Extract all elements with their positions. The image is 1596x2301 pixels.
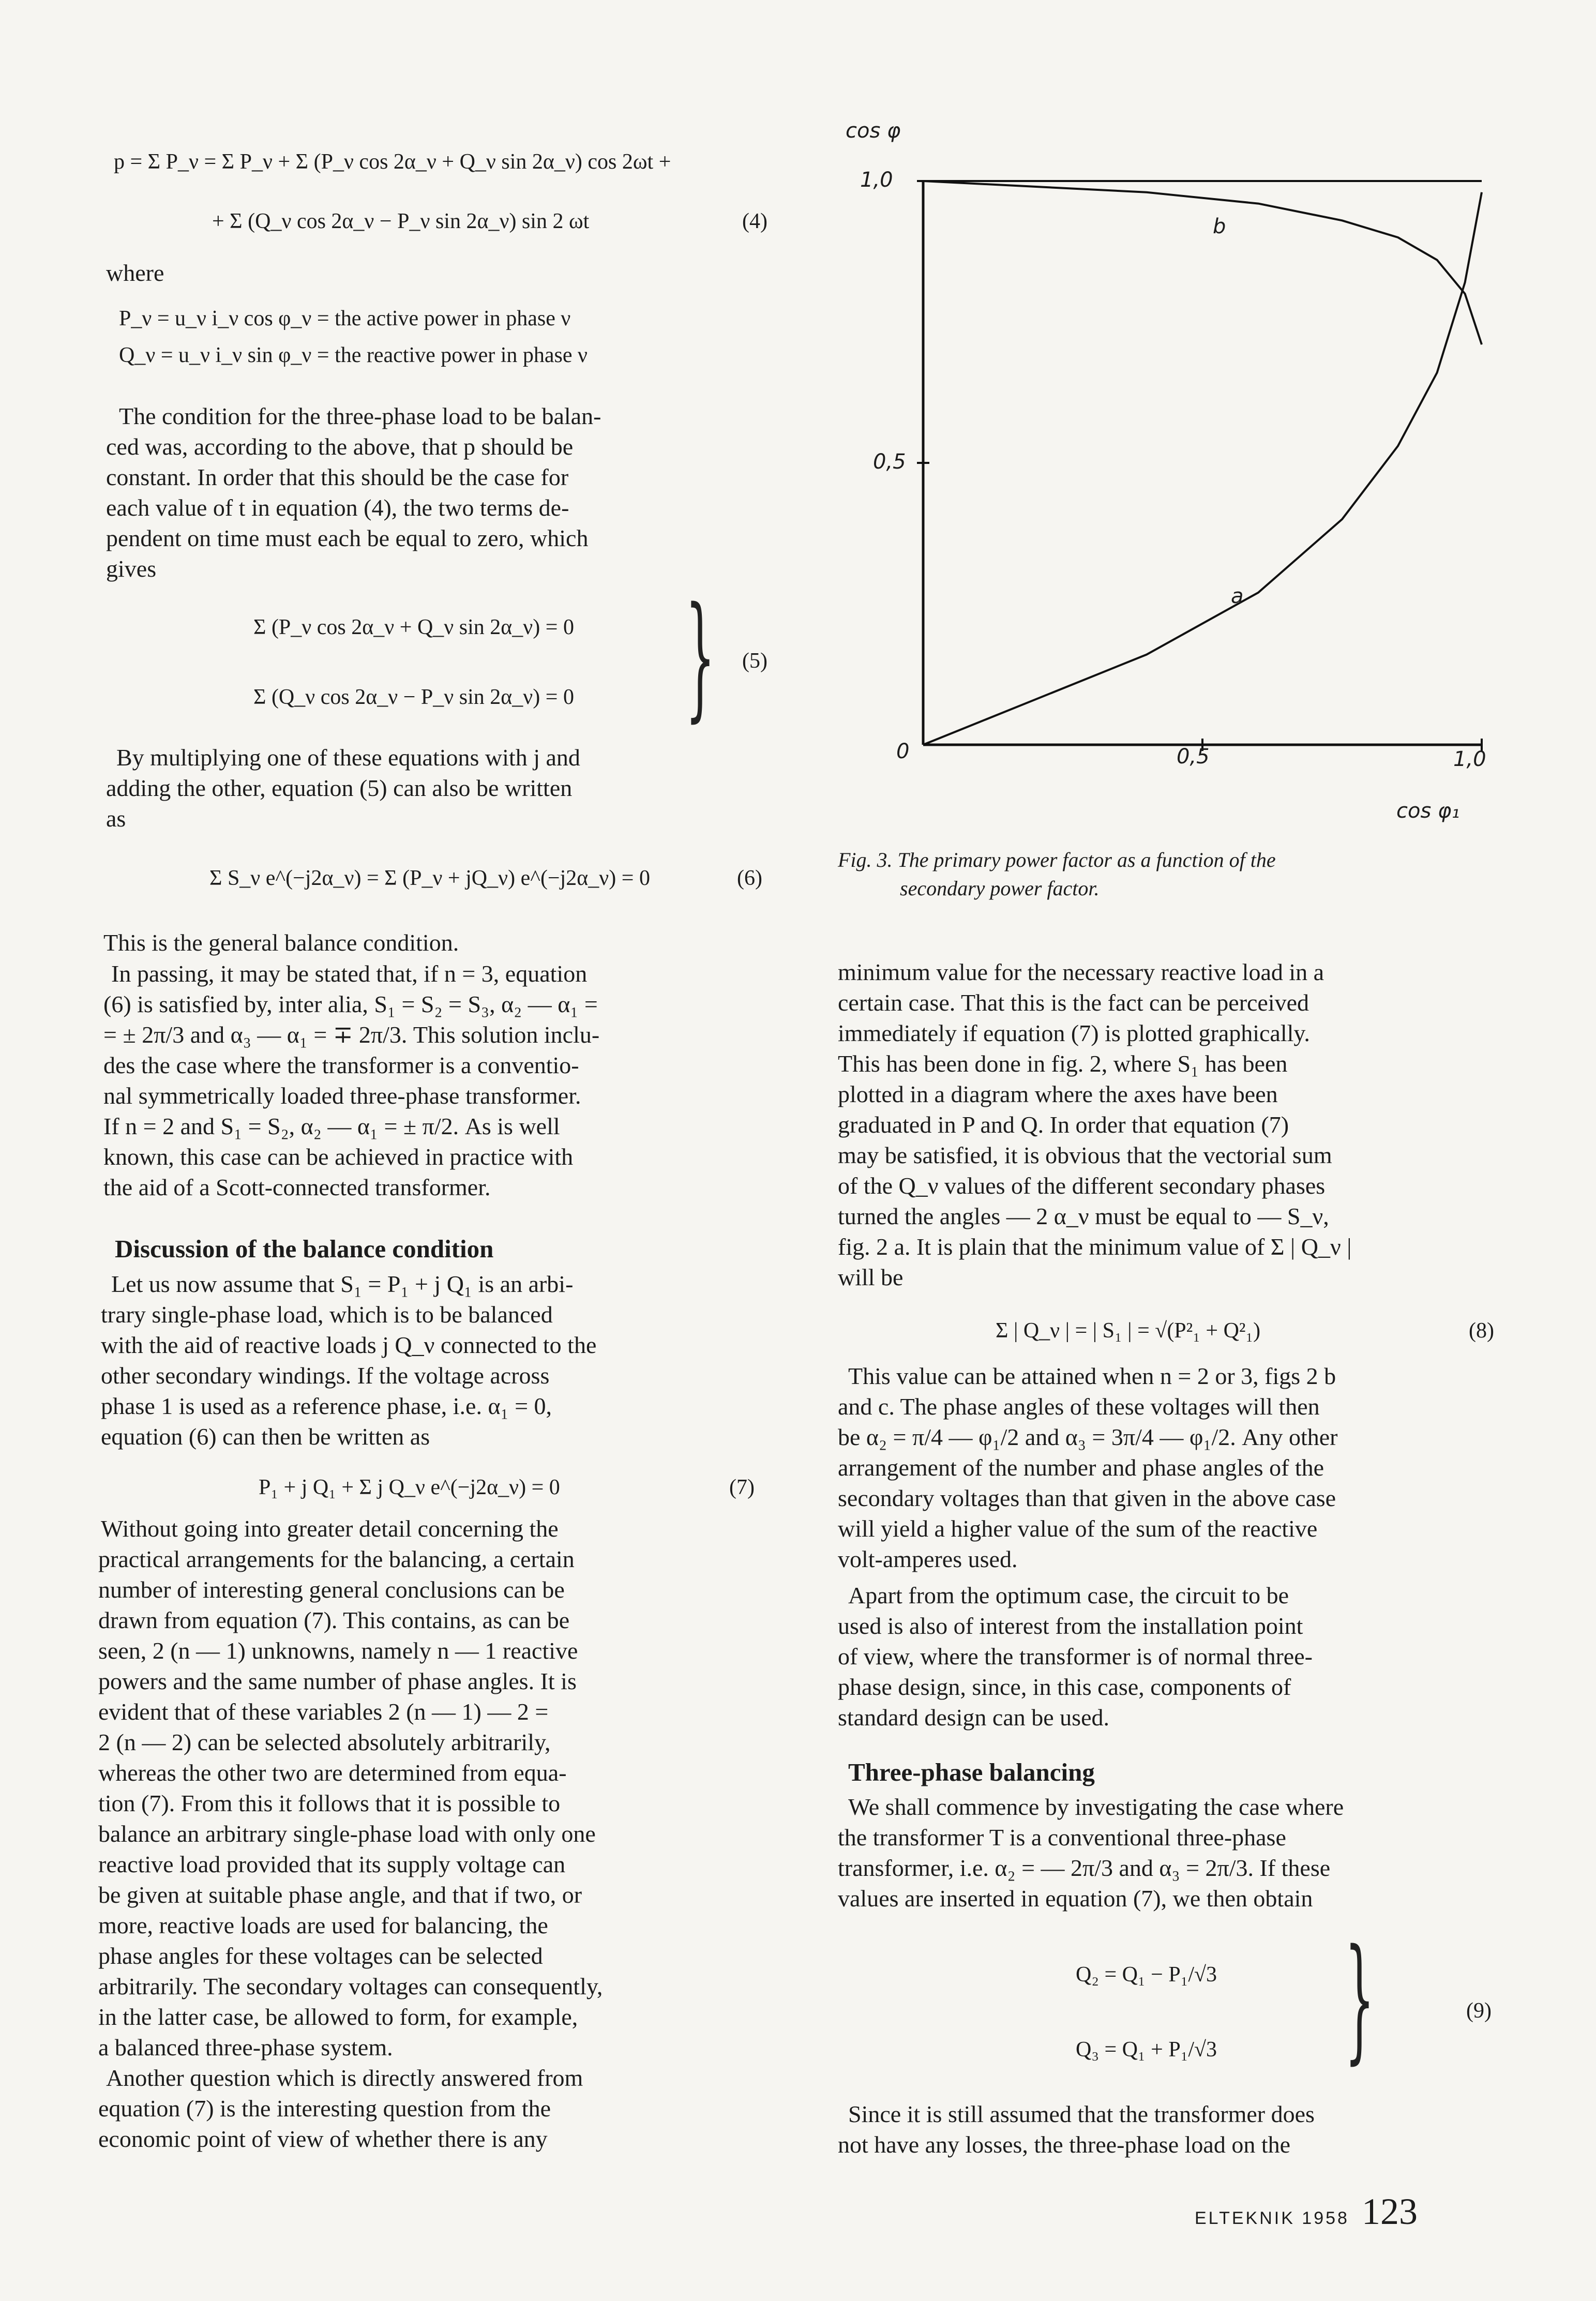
text-line: and c. The phase angles of these voltages will then — [838, 1393, 1320, 1420]
chart-curves — [923, 181, 1482, 745]
equation-9-brace: } — [1345, 1921, 1375, 2077]
text-line: gives — [106, 555, 157, 582]
text-line: certain case. That this is the fact can be perceived — [838, 989, 1309, 1016]
text-line: ced was, according to the above, that p should be — [106, 433, 574, 460]
text-line: will yield a higher value of the sum of the reactive — [838, 1515, 1318, 1542]
text-line: powers and the same number of phase angles. It is — [98, 1668, 577, 1694]
text-line: pendent on time must each be equal to zero, which — [106, 525, 589, 551]
text-line: constant. In order that this should be the case for — [106, 464, 569, 490]
series-line-a — [923, 192, 1482, 745]
text-line: transformer, i.e. α₂ = — 2π/3 and α₃ = 2π/3. If these — [838, 1855, 1331, 1881]
equation-4-number: (4) — [742, 209, 767, 233]
y-axis-label: cos φ — [846, 119, 901, 143]
text-line: Let us now assume that S₁ = P₁ + j Q₁ is an arbi- — [111, 1271, 574, 1297]
text-line: values are inserted in equation (7), we then obtain — [838, 1885, 1313, 1912]
x-tick-0-5: 0,5 — [1177, 745, 1210, 769]
equation-9-line-1: Q₂ = Q₁ − P₁/√3 — [1076, 1963, 1217, 1987]
text-line: tion (7). From this it follows that it is possible to — [98, 1790, 561, 1816]
text-line: secondary voltages than that given in the above case — [838, 1485, 1336, 1511]
text-line: If n = 2 and S₁ = S₂, α₂ — α₁ = ± π/2. As is well — [103, 1113, 560, 1139]
text-line: drawn from equation (7). This contains, as can be — [98, 1607, 570, 1633]
text-line: In passing, it may be stated that, if n = 3, equation — [111, 960, 588, 987]
text-line: each value of t in equation (4), the two terms de- — [106, 494, 569, 521]
text-line: equation (7) is the interesting question from the — [98, 2095, 551, 2122]
curve-a-label: a — [1231, 584, 1244, 608]
y-tick-0-5: 0,5 — [873, 450, 906, 474]
equation-4-line-1: p = Σ P_ν = Σ P_ν + Σ (P_ν cos 2α_ν + Q_ν sin 2α_ν) cos 2ωt + — [114, 150, 671, 174]
figure-caption-line-1: Fig. 3. The primary power factor as a function of the — [838, 848, 1276, 871]
text-line: more, reactive loads are used for balancing, the — [98, 1912, 548, 1938]
text-line: will be — [838, 1264, 904, 1290]
text-line: of view, where the transformer is of normal three- — [838, 1643, 1313, 1670]
equation-9-number: (9) — [1466, 1999, 1492, 2023]
equation-6-number: (6) — [737, 866, 762, 890]
equation-7-number: (7) — [729, 1476, 755, 1499]
equation-8: Σ | Q_ν | = | S₁ | = √(P²₁ + Q²₁) — [996, 1319, 1261, 1343]
text-line: arbitrarily. The secondary voltages can consequently, — [98, 1973, 603, 1999]
equation-8-number: (8) — [1469, 1319, 1494, 1343]
equation-5-brace: } — [685, 579, 715, 735]
x-axis-label: cos φ₁ — [1396, 799, 1460, 823]
text-line: known, this case can be achieved in practice with — [103, 1144, 574, 1170]
text-line: used is also of interest from the installation point — [838, 1613, 1303, 1639]
text-line: immediately if equation (7) is plotted graphically. — [838, 1020, 1310, 1046]
definition-active-power: P_ν = u_ν i_ν cos φ_ν = the active power in phase ν — [119, 307, 571, 330]
text-line: phase 1 is used as a reference phase, i.e. α₁ = 0, — [101, 1393, 552, 1419]
text-line: seen, 2 (n — 1) unknowns, namely n — 1 reactive — [98, 1637, 578, 1664]
text-line: phase angles for these voltages can be selected — [98, 1943, 543, 1969]
text-line: volt-amperes used. — [838, 1546, 1018, 1572]
chart-axes — [917, 181, 1482, 751]
text-line: = ± 2π/3 and α₃ — α₁ = ∓ 2π/3. This solution inclu- — [103, 1021, 600, 1048]
journal-name: ELTEKNIK 1958 — [1195, 2208, 1349, 2228]
origin-label: 0 — [896, 740, 910, 763]
text-line: des the case where the transformer is a conventio- — [103, 1052, 579, 1078]
text-line: with the aid of reactive loads j Q_ν connected to the — [101, 1332, 597, 1358]
text-line: This value can be attained when n = 2 or 3, figs 2 b — [848, 1363, 1336, 1389]
text-line: may be satisfied, it is obvious that the vectorial sum — [838, 1142, 1332, 1168]
text-line: The condition for the three-phase load to be balan- — [119, 403, 601, 429]
text-line: be given at suitable phase angle, and that if two, or — [98, 1882, 582, 1908]
text-line: Without going into greater detail concerning the — [101, 1515, 559, 1542]
text-line: plotted in a diagram where the axes have been — [838, 1081, 1278, 1107]
text-line: fig. 2 a. It is plain that the minimum value of Σ | Q_ν | — [838, 1234, 1352, 1260]
text-line: We shall commence by investigating the case where — [848, 1794, 1344, 1820]
text-line: be α₂ = π/4 — φ₁/2 and α₃ = 3π/4 — φ₁/2. Any other — [838, 1424, 1338, 1450]
power-factor-chart — [827, 111, 1500, 861]
text-line: of the Q_ν values of the different secondary phases — [838, 1172, 1326, 1199]
text-line: economic point of view of whether there is any — [98, 2126, 548, 2152]
text-line: nal symmetrically loaded three-phase transformer. — [103, 1082, 581, 1109]
series-line-b — [923, 181, 1482, 344]
figure-3 — [827, 111, 1500, 861]
text-line: Apart from the optimum case, the circuit to be — [848, 1582, 1289, 1608]
figure-caption-line-2: secondary power factor. — [900, 877, 1100, 900]
page-footer — [1195, 2190, 1418, 2233]
equation-6: Σ S_ν e^(−j2α_ν) = Σ (P_ν + jQ_ν) e^(−j2α_ν) = 0 — [209, 866, 650, 890]
text-line: the aid of a Scott-connected transformer. — [103, 1174, 491, 1200]
text-line: whereas the other two are determined from equa- — [98, 1759, 567, 1786]
equation-4-line-2: + Σ (Q_ν cos 2α_ν − P_ν sin 2α_ν) sin 2 ωt — [212, 209, 590, 233]
equation-9-line-2: Q₃ = Q₁ + P₁/√3 — [1076, 2038, 1217, 2062]
equation-5-line-2: Σ (Q_ν cos 2α_ν − P_ν sin 2α_ν) = 0 — [253, 685, 574, 709]
text-line: the transformer T is a conventional three-phase — [838, 1824, 1286, 1851]
text-line: practical arrangements for the balancing, a certain — [98, 1546, 575, 1572]
text-line: not have any losses, the three-phase load on the — [838, 2131, 1291, 2158]
page-number: 123 — [1361, 2191, 1418, 2232]
text-line: graduated in P and Q. In order that equation (7) — [838, 1111, 1289, 1138]
text-line: This has been done in fig. 2, where S₁ has been — [838, 1050, 1288, 1077]
equation-7: P₁ + j Q₁ + Σ j Q_ν e^(−j2α_ν) = 0 — [259, 1476, 560, 1499]
text-line: equation (6) can then be written as — [101, 1423, 430, 1450]
text-line: balance an arbitrary single-phase load with only one — [98, 1821, 596, 1847]
text-line: other secondary windings. If the voltage across — [101, 1362, 550, 1389]
heading-discussion: Discussion of the balance condition — [115, 1235, 494, 1263]
equation-5-number: (5) — [742, 649, 767, 673]
curve-b-label: b — [1213, 215, 1226, 238]
text-line: number of interesting general conclusions can be — [98, 1576, 565, 1603]
text-line: in the latter case, be allowed to form, for example, — [98, 2004, 578, 2030]
heading-three-phase: Three-phase balancing — [848, 1758, 1095, 1786]
text-line: phase design, since, in this case, components of — [838, 1674, 1291, 1700]
text-line: Since it is still assumed that the transformer does — [848, 2101, 1315, 2127]
x-tick-1-0: 1,0 — [1453, 747, 1486, 771]
equation-5-line-1: Σ (P_ν cos 2α_ν + Q_ν sin 2α_ν) = 0 — [253, 615, 574, 639]
text-line: standard design can be used. — [838, 1704, 1110, 1731]
text-line: (6) is satisfied by, inter alia, S₁ = S₂ = S₃, α₂ — α₁ = — [103, 991, 598, 1017]
text-line: 2 (n — 2) can be selected absolutely arbitrarily, — [98, 1729, 551, 1755]
text-line: By multiplying one of these equations with j and — [116, 744, 580, 771]
text-line: Another question which is directly answered from — [106, 2065, 583, 2091]
text-line: trary single-phase load, which is to be balanced — [101, 1301, 553, 1328]
where-label: where — [106, 260, 164, 286]
text-line: turned the angles — 2 α_ν must be equal to — S_ν, — [838, 1203, 1329, 1229]
text-line: This is the general balance condition. — [103, 929, 459, 956]
text-line: arrangement of the number and phase angles of the — [838, 1454, 1324, 1481]
text-line: minimum value for the necessary reactive load in a — [838, 959, 1324, 985]
text-line: evident that of these variables 2 (n — 1) — 2 = — [98, 1698, 549, 1725]
definition-reactive-power: Q_ν = u_ν i_ν sin φ_ν = the reactive power in phase ν — [119, 343, 588, 367]
y-tick-1-0: 1,0 — [860, 168, 893, 192]
text-line: a balanced three-phase system. — [98, 2034, 393, 2061]
text-line: reactive load provided that its supply voltage can — [98, 1851, 566, 1877]
text-line: as — [106, 805, 126, 832]
text-line: adding the other, equation (5) can also be written — [106, 775, 573, 801]
